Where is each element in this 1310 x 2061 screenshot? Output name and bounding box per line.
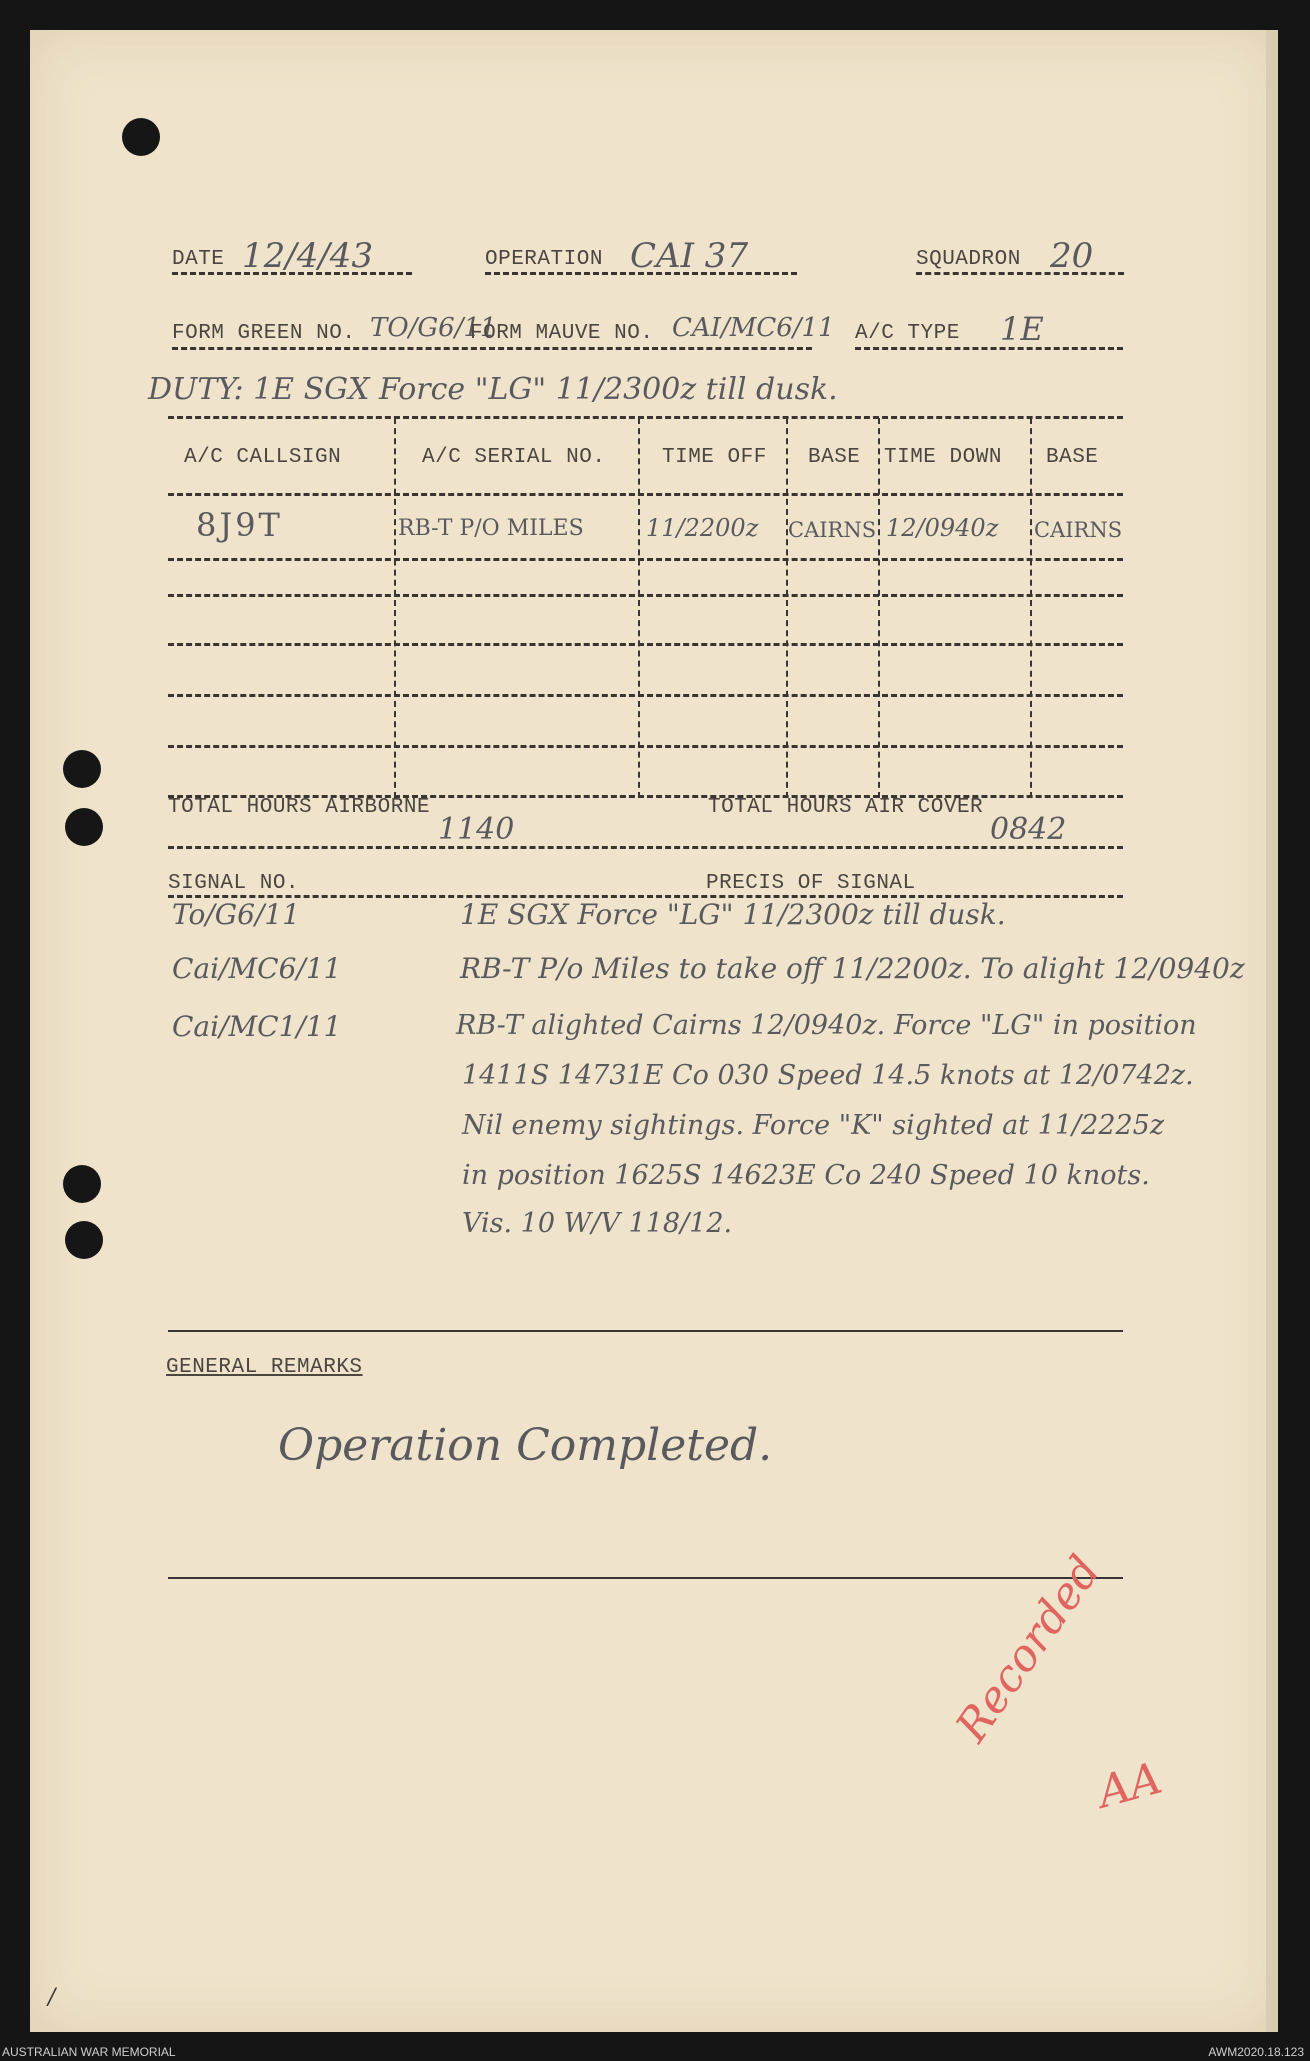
punch-hole (63, 750, 101, 788)
cell-base-2: CAIRNS (1034, 518, 1123, 542)
cell-time-off: 11/2200z (646, 514, 759, 542)
cell-time-down: 12/0940z (886, 514, 999, 542)
ac-type-underline (855, 347, 1123, 350)
squadron-label: SQUADRON (916, 248, 1021, 271)
table-row-rule (168, 745, 1123, 748)
punch-hole (65, 808, 103, 846)
date-label: DATE (172, 248, 225, 271)
signal-precis-line: 1411S 14731E Co 030 Speed 14.5 knots at 12/0742z. (462, 1060, 1194, 1091)
table-row-rule (168, 558, 1123, 561)
col-header-base: BASE (808, 446, 861, 469)
table-col-divider (1030, 418, 1032, 798)
col-header-serial: A/C SERIAL NO. (422, 446, 606, 469)
signal-precis-line: Vis. 10 W/V 118/12. (462, 1208, 733, 1239)
col-header-time-off: TIME OFF (662, 446, 767, 469)
general-remarks-label: GENERAL REMARKS (166, 1356, 363, 1379)
cell-serial: RB-T P/O MILES (398, 516, 584, 541)
signal-no-label: SIGNAL NO. (168, 872, 300, 895)
punch-hole (122, 118, 160, 156)
operation-value: CAI 37 (630, 236, 749, 276)
precis-label: PRECIS OF SIGNAL (706, 872, 916, 895)
signal-precis-line: in position 1625S 14623E Co 240 Speed 10 knots. (462, 1160, 1150, 1191)
table-col-divider (394, 418, 396, 798)
table-col-divider (878, 418, 880, 798)
operation-underline (485, 272, 797, 275)
ac-type-value: 1E (1000, 310, 1044, 348)
signals-bottom-rule (168, 1330, 1123, 1332)
operation-label: OPERATION (485, 248, 603, 271)
table-col-divider (638, 418, 640, 798)
table-row-rule (168, 594, 1123, 597)
remarks-bottom-rule (168, 1577, 1123, 1579)
signal-no: Cai/MC6/11 (172, 952, 342, 985)
col-header-time-down: TIME DOWN (884, 446, 1002, 469)
total-airborne-label: TOTAL HOURS AIRBORNE (168, 796, 431, 819)
total-air-cover-value: 0842 (990, 812, 1067, 847)
table-header-rule (168, 493, 1123, 496)
form-mauve-label: FORM MAUVE NO. (470, 322, 654, 345)
footer-left: AUSTRALIAN WAR MEMORIAL (2, 2045, 176, 2059)
margin-mark: / (48, 1985, 56, 2010)
signal-precis-line: Nil enemy sightings. Force "K" sighted at 11/2225z (462, 1110, 1165, 1141)
col-header-callsign: A/C CALLSIGN (184, 446, 342, 469)
total-air-cover-label: TOTAL HOURS AIR COVER (708, 796, 984, 819)
footer-right: AWM2020.18.123 (1208, 2045, 1304, 2059)
date-value: 12/4/43 (242, 236, 374, 276)
general-remarks-text: Operation Completed. (278, 1420, 773, 1471)
signal-precis-line: 1E SGX Force "LG" 11/2300z till dusk. (460, 898, 1006, 931)
table-top-rule (168, 416, 1123, 419)
totals-underline (168, 846, 1123, 849)
form-green-label: FORM GREEN NO. (172, 322, 356, 345)
signal-precis-line: RB-T P/o Miles to take off 11/2200z. To alight 12/0940z (460, 952, 1245, 985)
cell-callsign: 8J9T (196, 506, 283, 544)
punch-hole (65, 1221, 103, 1259)
signal-precis-line: RB-T alighted Cairns 12/0940z. Force "LG" in position (456, 1010, 1197, 1041)
signal-no: Cai/MC1/11 (172, 1010, 342, 1043)
form-numbers-underline (172, 347, 812, 350)
recorded-annotation: Recorded (946, 1546, 1111, 1751)
page-edge (1266, 30, 1278, 2032)
ac-type-label: A/C TYPE (855, 322, 960, 345)
table-row-rule (168, 643, 1123, 646)
signal-no: To/G6/11 (172, 898, 301, 931)
col-header-base-2: BASE (1046, 446, 1099, 469)
squadron-underline (916, 272, 1124, 275)
total-airborne-value: 1140 (438, 812, 515, 847)
cell-base: CAIRNS (788, 518, 877, 542)
form-green-value: TO/G6/11 (370, 313, 497, 343)
form-mauve-value: CAI/MC6/11 (672, 313, 835, 343)
duty-text: DUTY: 1E SGX Force "LG" 11/2300z till dusk. (148, 372, 838, 407)
squadron-value: 20 (1050, 236, 1094, 276)
table-row-rule (168, 694, 1123, 697)
date-underline (172, 272, 412, 275)
punch-hole (63, 1165, 101, 1203)
recorded-initials: AA (1092, 1752, 1168, 1819)
table-col-divider (786, 418, 788, 798)
